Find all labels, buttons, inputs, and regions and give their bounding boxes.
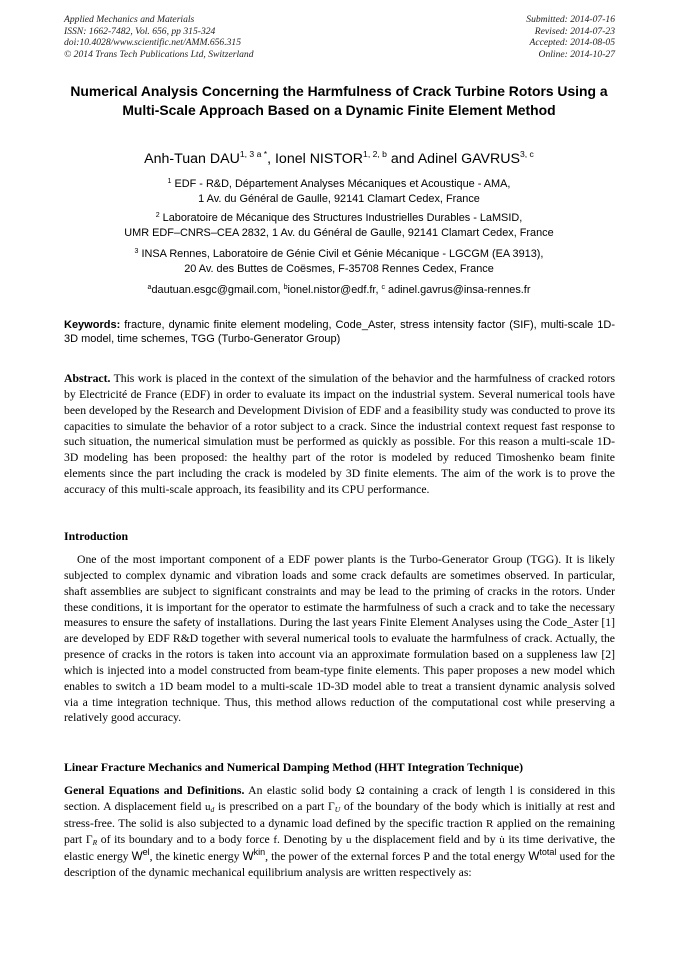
journal-doi: doi:10.4028/www.scientific.net/AMM.656.315 xyxy=(64,37,242,49)
symbol-R: R xyxy=(486,817,494,830)
email-b[interactable]: ionel.nistor@edf.fr, xyxy=(287,284,382,296)
text-run: is prescribed on a part xyxy=(214,800,328,814)
keywords xyxy=(64,318,615,346)
author-3: Adinel GAVRUS xyxy=(417,151,520,167)
text-run: of the boundary of the body which is initially at rest and stress-free. The solid is also subjected to a dynamic load defined by the specific traction xyxy=(64,800,615,830)
symbol-u-dot: u̇ xyxy=(499,834,505,847)
email-marker: a xyxy=(147,284,152,291)
author-2: Ionel NISTOR xyxy=(274,151,364,167)
subscript: U xyxy=(334,805,341,815)
abstract-label: Abstract. xyxy=(64,372,111,385)
date-accepted: Accepted: 2014-08-05 xyxy=(529,37,615,49)
text-run: used for the description of the dynamic mechanical equilibrium analysis are written respectively as: xyxy=(64,849,615,880)
author-3-affil: 3, c xyxy=(519,149,534,159)
email-marker: b xyxy=(283,284,288,291)
submission-dates xyxy=(526,14,615,60)
journal-info xyxy=(64,14,254,60)
text-run: containing a crack of length xyxy=(364,784,510,797)
symbol-gamma: Γ xyxy=(85,833,93,847)
date-submitted: Submitted: 2014-07-16 xyxy=(526,14,615,25)
affiliation-address: UMR EDF–CNRS–CEA 2832, 1 Av. du Général de Gaulle, 92141 Clamart Cedex, France xyxy=(124,227,554,240)
journal-name: Applied Mechanics and Materials xyxy=(64,14,195,25)
abstract-text: This work is placed in the context of the simulation of the behavior and the harmfulness of cracked rotors by Electricité de France (EDF) in order to evaluate its impact on the industrial system. Several numerical tools have been developed by the Research and Development Division of EDF and a feasibility study was conducted to prove its capacities to simulate the behavior of a rotor subject to a crack. Since the industrial context request fast response to such situation, the numerical simulation must be performed as quickly as possible. For this reason a multi-scale 1D-3D modeling has been proposed: the healthy part of the rotor is modeled by reduced Timoshenko beam finite elements since the part including the crack is modeled by 3D finite elements. The aim of the work is to prove the accuracy of this multi-scale approach, its feasibility and its CPU performance. xyxy=(64,372,615,496)
symbol-gamma: Γ xyxy=(328,800,335,814)
affiliation-2 xyxy=(40,211,638,242)
section-heading-introduction: Introduction xyxy=(64,529,129,543)
date-online: Online: 2014-10-27 xyxy=(538,48,615,60)
paper-title: Numerical Analysis Concerning the Harmfulness of Crack Turbine Rotors Using a Multi-Scale Approach Based on a Dynamic Finite Element Method xyxy=(70,83,608,119)
author-list xyxy=(40,150,638,168)
text-run: is considered in this section. A displacement field xyxy=(64,784,615,814)
journal-issn: ISSN: 1662-7482, Vol. 656, pp 315-324 xyxy=(64,25,216,37)
symbol-W: W xyxy=(131,849,143,863)
affiliation-number: 3 xyxy=(134,248,139,255)
introduction-text: One of the most important component of a EDF power plants is the Turbo-Generator Group (TGG). It is likely subjected to complex dynamic and vibration loads and some crack defaults are sometimes observed. In particular, shaft assemblies are subject to significant constraints and may be lead to the priming of cracks in the rotors. Under these conditions, it is important for the operator to estimate the harmfulness of such a crack and to take the necessary measures to ensure the safety of installations. During the last years Finite Element Analyses using the Code_Aster [1] are developed by EDF R&D together with several numerical tools to evaluate the harmfulness of crack. Actually, the presence of cracks in the rotors is taken into account via an approximate formulation based on a suppleness law [2] which is injected into a model constructed from beam-type finite elements. This paper proposes a new model which enables to switch a 1D beam model to a multi-scale 1D-3D model able to treat a transient dynamic analysis solved via a time integration technique. Thus, this method allows reduction of the computational cost while preserving a relatively good accuracy. xyxy=(64,553,615,725)
symbol-W: W xyxy=(242,849,254,863)
affiliation-number: 1 xyxy=(167,178,172,185)
symbol-u: u xyxy=(346,834,352,847)
text-run: applied on the remaining part xyxy=(64,816,615,847)
author-sep: and xyxy=(386,151,418,167)
affiliation-address: 1 Av. du Général de Gaulle, 92141 Clamart Cedex, France xyxy=(198,193,480,206)
keywords-label: Keywords: xyxy=(64,319,121,331)
email-list xyxy=(40,283,638,298)
superscript: kin xyxy=(253,846,266,857)
email-marker: c xyxy=(381,284,385,291)
email-c[interactable]: adinel.gavrus@insa-rennes.fr xyxy=(385,284,531,296)
author-sep: , xyxy=(267,151,275,167)
symbol-length: l xyxy=(509,784,514,797)
general-equations-label: General Equations and Definitions. xyxy=(64,784,245,797)
symbol-W: W xyxy=(528,849,540,863)
email-a[interactable]: dautuan.esgc@gmail.com, xyxy=(151,284,284,296)
general-equations-paragraph xyxy=(64,783,615,881)
text-run: . Denoting by xyxy=(277,833,347,847)
text-run: of its boundary and to a body force xyxy=(97,833,274,847)
journal-copyright: © 2014 Trans Tech Publications Ltd, Switzerland xyxy=(64,48,254,60)
affiliation-address: 20 Av. des Buttes de Coësmes, F-35708 Rennes Cedex, France xyxy=(184,263,494,276)
date-revised: Revised: 2014-07-23 xyxy=(534,25,615,37)
symbol-omega: Ω xyxy=(355,784,365,797)
affiliation-line: INSA Rennes, Laboratoire de Génie Civil et Génie Mécanique - LGCGM (EA 3913), xyxy=(138,248,544,260)
superscript: el xyxy=(142,846,150,857)
abstract xyxy=(64,371,615,498)
author-2-affil: 1, 2, b xyxy=(363,149,387,159)
text-run: , the power of the external forces P and the total energy xyxy=(265,849,529,863)
subscript: d xyxy=(210,805,215,815)
affiliation-3 xyxy=(40,247,638,278)
author-1: Anh-Tuan DAU xyxy=(144,151,240,167)
text-run: , the kinetic energy xyxy=(149,849,243,863)
author-1-affil: 1, 3 a * xyxy=(239,149,268,159)
affiliation-1 xyxy=(40,177,638,208)
symbol-f: f xyxy=(273,834,277,847)
affiliation-number: 2 xyxy=(155,212,160,219)
superscript: total xyxy=(539,846,557,857)
text-run: its time derivative, the elastic energy xyxy=(64,833,616,863)
symbol-u: u xyxy=(205,801,211,814)
affiliation-line: Laboratoire de Mécanique des Structures Industrielles Durables - LaMSID, xyxy=(159,212,523,224)
keywords-text: fracture, dynamic finite element modeling, Code_Aster, stress intensity factor (SIF), multi-scale 1D-3D model, time schemes, TGG (Turbo-Generator Group) xyxy=(64,319,615,346)
text-run: An elastic solid body xyxy=(244,784,356,797)
subscript: R xyxy=(92,838,98,848)
text-run: the displacement field and by xyxy=(351,833,500,847)
section-heading-fracture-mechanics: Linear Fracture Mechanics and Numerical Damping Method (HHT Integration Technique) xyxy=(64,760,524,774)
affiliation-line: EDF - R&D, Département Analyses Mécaniques et Acoustique - AMA, xyxy=(171,178,511,190)
